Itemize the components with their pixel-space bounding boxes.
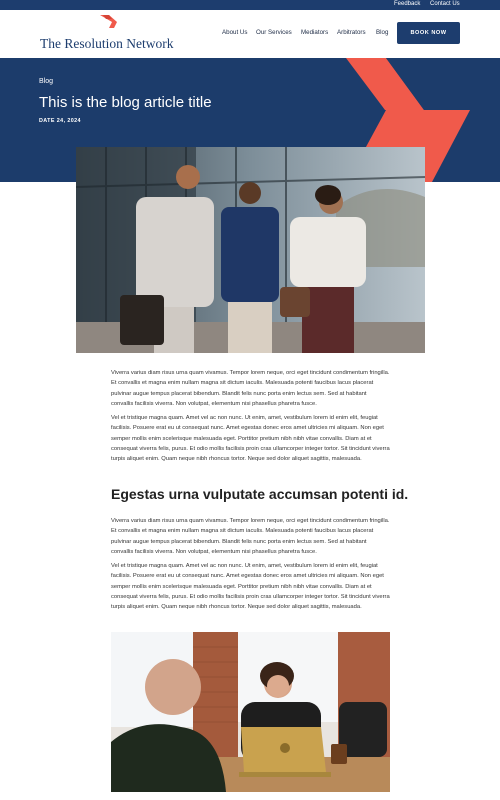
feedback-link[interactable]: Feedback bbox=[394, 1, 421, 7]
logo-text[interactable]: The Resolution Network bbox=[40, 36, 174, 51]
logo-arrow-icon[interactable] bbox=[100, 15, 118, 29]
office-meeting-image bbox=[111, 632, 390, 792]
nav-arbitrators[interactable]: Arbitrators bbox=[337, 29, 366, 36]
article-paragraph: Vel et tristique magna quam. Amet vel ac non nunc. Ut enim, amet, vestibulum lorem id enim elit, feugiat facilisis. Posuere erat eu ut consequat nunc. Amet egestas donec eros amet ultricies mi aliquam. Non eget semper mollis enim scelerisque malesuada eget. Porttitor pretium nibh nibh vitae convallis. Diam at et consequat viverra felis, purus. Et odio mollis facilisis proin cras ullamcorper integer tortor. Sit tincidunt viverra turpis aliquet enim. Quam neque nibh rhoncus tortor. Neque sed dolor aliquet sagittis, malesuada. bbox=[111, 415, 390, 463]
nav-mediators[interactable]: Mediators bbox=[301, 29, 329, 36]
nav-our-services[interactable]: Our Services bbox=[256, 29, 292, 36]
hero-photo bbox=[76, 147, 425, 353]
article-subheading: Egestas urna vulputate accumsan potenti id. bbox=[111, 486, 409, 502]
article-date: DATE 24, 2024 bbox=[39, 118, 81, 124]
utility-bar bbox=[0, 0, 500, 10]
business-people-walking-image bbox=[76, 147, 425, 353]
nav-about-us[interactable]: About Us bbox=[222, 29, 248, 36]
article-photo bbox=[111, 632, 390, 792]
page-title: This is the blog article title bbox=[39, 94, 212, 111]
book-now-button[interactable]: BOOK NOW bbox=[397, 22, 460, 44]
article-paragraph: Vel et tristique magna quam. Amet vel ac non nunc. Ut enim, amet, vestibulum lorem id enim elit, feugiat facilisis. Posuere erat eu ut consequat nunc. Amet egestas donec eros amet ultricies mi aliquam. Non eget semper mollis enim scelerisque malesuada eget. Porttitor pretium nibh nibh vitae convallis. Diam at et consequat viverra felis, purus. Et odio mollis facilisis proin cras ullamcorper integer tortor. Sit tincidunt viverra turpis aliquet enim. Quam neque nibh rhoncus tortor. Neque sed dolor aliquet sagittis, malesuada. bbox=[111, 563, 390, 611]
site-header bbox=[0, 10, 500, 58]
nav-blog[interactable]: Blog bbox=[376, 29, 389, 36]
article-paragraph: Viverra varius diam risus urna quam vivamus. Tempor lorem neque, orci eget tincidunt condimentum fringilla. Et convallis et magna enim nullam magna sit dictum iaculis. Malesuada potenti faucibus lacus placerat pulvinar augue tempus placerat bibendum. Blandit felis nunc porta enim lectus sem. Sed at habitant convallis facilisis viverra. Non volutpat, elementum nisi phasellus pharetra fusce. bbox=[111, 518, 390, 555]
article-paragraph: Viverra varius diam risus urna quam vivamus. Tempor lorem neque, orci eget tincidunt condimentum fringilla. Et convallis et magna enim nullam magna sit dictum iaculis. Malesuada potenti faucibus lacus placerat pulvinar augue tempus placerat bibendum. Blandit felis nunc porta enim lectus sem. Sed at habitant convallis facilisis viverra. Non volutpat, elementum nisi phasellus pharetra fusce. bbox=[111, 370, 390, 407]
contact-us-link[interactable]: Contact Us bbox=[430, 1, 460, 7]
hero-category[interactable]: Blog bbox=[39, 78, 54, 85]
